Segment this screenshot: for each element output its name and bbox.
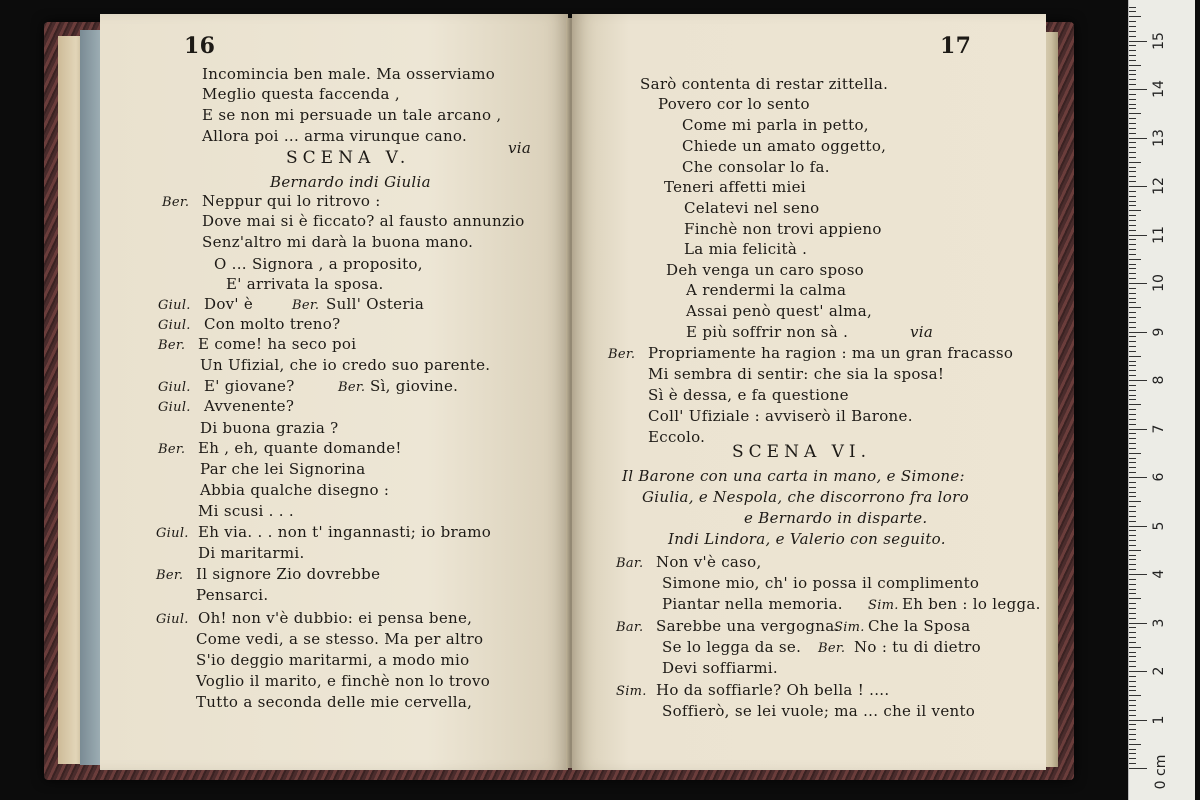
ruler-tick [1129, 99, 1136, 100]
text-line: Piantar nella memoria. [662, 595, 843, 613]
ruler-tick [1129, 317, 1136, 318]
ruler-tick [1129, 351, 1136, 352]
text-line: Tutto a seconda delle mie cervella, [196, 693, 473, 711]
ruler-tick [1129, 482, 1136, 483]
ruler-tick [1129, 341, 1136, 342]
text-line: Non v'è caso, [656, 553, 762, 571]
text-line: E' arrivata la sposa. [226, 275, 384, 293]
text-line: Dove mai si è ficcato? al fausto annunzio [202, 212, 525, 230]
ruler-tick [1129, 225, 1136, 226]
ruler-tick [1129, 283, 1147, 284]
ruler-tick [1129, 530, 1136, 531]
text-line: Simone mio, ch' io possa il complimento [662, 574, 980, 592]
ruler-tick [1129, 492, 1136, 493]
ruler-tick [1129, 681, 1136, 682]
text-line: Chiede un amato oggetto, [682, 137, 887, 155]
text-line: Incomincia ben male. Ma osserviamo [202, 65, 496, 83]
ruler-tick [1129, 84, 1136, 85]
ruler-tick [1129, 424, 1136, 425]
ruler-number: 7 [1151, 424, 1167, 433]
ruler-tick [1129, 31, 1136, 32]
ruler-tick [1129, 210, 1141, 211]
ruler-tick [1129, 50, 1136, 51]
ruler-tick [1129, 157, 1136, 158]
ruler-tick [1129, 11, 1136, 12]
ruler-tick [1129, 249, 1136, 250]
ruler-number: 11 [1151, 225, 1167, 244]
speaker-label: Sim. [868, 598, 899, 613]
ruler-number: 6 [1151, 472, 1167, 482]
text-line: E se non mi persuade un tale arcano , [202, 106, 502, 124]
speaker-label: Giul. [156, 612, 189, 627]
speaker-label: Giul. [156, 526, 189, 541]
ruler-tick [1129, 729, 1136, 730]
ruler-tick [1129, 744, 1141, 745]
ruler-tick [1129, 191, 1136, 192]
ruler-tick [1129, 555, 1136, 556]
ruler-tick [1129, 361, 1136, 362]
speaker-label: Giul. [158, 400, 191, 415]
text-line: Neppur qui lo ritrovo : [202, 192, 381, 210]
ruler-tick [1129, 550, 1141, 551]
ruler-tick [1129, 273, 1136, 274]
ruler-tick [1129, 336, 1136, 337]
ruler-tick [1129, 298, 1136, 299]
text-line: Par che lei Signorina [200, 460, 366, 478]
ruler-tick [1129, 307, 1141, 308]
ruler-tick [1129, 162, 1141, 163]
text-line: Povero cor lo sento [658, 95, 810, 113]
ruler-tick [1129, 89, 1147, 90]
ruler-tick [1129, 239, 1136, 240]
ruler-tick [1129, 409, 1136, 410]
ruler-tick [1129, 618, 1136, 619]
text-line: Oh! non v'è dubbio: ei pensa bene, [198, 609, 473, 627]
ruler-tick [1129, 201, 1136, 202]
text-line: Che la Sposa [868, 617, 971, 635]
ruler-number: 5 [1151, 521, 1167, 530]
ruler-tick [1129, 593, 1136, 594]
ruler-number: 15 [1151, 31, 1167, 50]
ruler-tick [1129, 661, 1136, 662]
text-line: Che consolar lo fa. [682, 158, 830, 176]
ruler-tick [1129, 45, 1136, 46]
text-line: Come mi parla in petto, [682, 116, 869, 134]
ruler-tick [1129, 26, 1136, 27]
text-line: Sì, giovine. [370, 377, 459, 395]
ruler-tick [1129, 671, 1147, 672]
text-line: Senz'altro mi darà la buona mano. [202, 233, 474, 251]
ruler-tick [1129, 113, 1141, 114]
ruler-tick [1129, 293, 1136, 294]
ruler-tick [1129, 705, 1136, 706]
ruler-tick [1129, 433, 1136, 434]
ruler-tick [1129, 467, 1136, 468]
ruler-tick [1129, 380, 1147, 381]
ruler-tick [1129, 559, 1136, 560]
ruler-tick [1129, 686, 1136, 687]
ruler-tick [1129, 147, 1136, 148]
text-line: E' giovane? [204, 377, 295, 395]
ruler-tick [1129, 666, 1136, 667]
ruler-number: 13 [1151, 128, 1167, 147]
ruler-tick [1129, 41, 1147, 42]
ruler-tick [1129, 278, 1136, 279]
ruler-tick [1129, 690, 1136, 691]
ruler-tick [1129, 152, 1136, 153]
ruler-tick [1129, 652, 1136, 653]
ruler-tick [1129, 205, 1136, 206]
ruler-tick [1129, 356, 1141, 357]
ruler-tick [1129, 230, 1136, 231]
text-line: Sì è dessa, e fa questione [648, 386, 849, 404]
ruler-tick [1129, 60, 1136, 61]
ruler-tick [1129, 623, 1147, 624]
text-line: O ... Signora , a proposito, [214, 255, 423, 273]
speaker-label: Bar. [616, 556, 644, 571]
ruler-number: 3 [1151, 618, 1167, 627]
ruler-tick [1129, 472, 1136, 473]
ruler-tick [1129, 739, 1136, 740]
ruler-tick [1129, 108, 1136, 109]
text-line: Voglio il marito, e finchè non lo trovo [196, 672, 491, 690]
ruler-tick [1129, 642, 1136, 643]
scene-heading: SCENA V. [286, 148, 411, 168]
ruler-tick [1129, 21, 1136, 22]
ruler-tick [1129, 399, 1136, 400]
text-line: Allora poi ... arma virunque cano. [202, 127, 468, 145]
ruler-tick [1129, 346, 1136, 347]
text-line: Mi scusi . . . [198, 502, 294, 520]
scene-characters: Il Barone con una carta in mano, e Simone: [622, 467, 965, 485]
ruler-number: 12 [1151, 177, 1167, 195]
ruler-tick [1129, 167, 1136, 168]
ruler-tick [1129, 521, 1136, 522]
speaker-label: Bar. [616, 620, 644, 635]
speaker-label: Ber. [156, 568, 184, 583]
ruler-tick [1129, 375, 1136, 376]
ruler-tick [1129, 429, 1147, 430]
ruler-tick [1129, 477, 1147, 478]
ruler-tick [1129, 36, 1136, 37]
ruler-tick [1129, 763, 1136, 764]
text-line: E più soffrir non sà . [686, 323, 849, 341]
speaker-label: Ber. [338, 380, 366, 395]
ruler-tick [1129, 215, 1136, 216]
ruler-number: 1 [1151, 715, 1167, 724]
ruler-tick [1129, 589, 1136, 590]
text-line: Eh via. . . non t' ingannasti; io bramo [198, 523, 492, 541]
ruler-tick [1129, 710, 1136, 711]
speaker-label: Giul. [158, 380, 191, 395]
left-page [100, 14, 568, 770]
ruler-tick [1129, 74, 1136, 75]
ruler-tick [1129, 526, 1147, 527]
speaker-label: Ber. [162, 195, 190, 210]
ruler-tick [1129, 700, 1136, 701]
ruler-tick [1129, 676, 1136, 677]
ruler-tick [1129, 370, 1136, 371]
ruler-tick [1129, 7, 1136, 8]
ruler-tick [1129, 496, 1136, 497]
ruler-unit-label: 0 cm [1153, 754, 1169, 790]
ruler-tick [1129, 142, 1136, 143]
text-line: Dov' è [204, 295, 254, 313]
ruler-tick [1129, 419, 1136, 420]
ruler-tick [1129, 268, 1136, 269]
measurement-ruler [1128, 0, 1195, 800]
ruler-number: 14 [1151, 80, 1167, 98]
text-line: Sarebbe una vergogna. [656, 617, 840, 635]
ruler-tick [1129, 138, 1147, 139]
text-line: Eh , eh, quante domande! [198, 439, 402, 457]
ruler-tick [1129, 516, 1136, 517]
ruler-tick [1129, 302, 1136, 303]
scene-characters: Indi Lindora, e Valerio con seguito. [668, 530, 946, 548]
speaker-label: Ber. [818, 641, 846, 656]
ruler-tick [1129, 753, 1136, 754]
ruler-tick [1129, 118, 1136, 119]
speaker-label: Ber. [608, 347, 636, 362]
speaker-label: Sim. [616, 684, 647, 699]
ruler-tick [1129, 749, 1136, 750]
ruler-tick [1129, 734, 1136, 735]
text-line: Meglio questa faccenda , [202, 85, 400, 103]
ruler-tick [1129, 322, 1136, 323]
ruler-tick [1129, 259, 1141, 260]
stage-direction: via [508, 139, 532, 157]
speaker-label: Ber. [158, 442, 186, 457]
ruler-tick [1129, 656, 1136, 657]
ruler-tick [1129, 603, 1136, 604]
text-line: Devi soffiarmi. [662, 659, 778, 677]
ruler-tick [1129, 540, 1136, 541]
text-line: S'io deggio maritarmi, a modo mio [196, 651, 470, 669]
text-line: Propriamente ha ragion : ma un gran fracasso [648, 344, 1014, 362]
endpaper-left [80, 30, 102, 765]
ruler-tick [1129, 385, 1136, 386]
ruler-tick [1129, 133, 1136, 134]
ruler-tick [1129, 758, 1136, 759]
scene-heading: SCENA VI. [732, 442, 872, 462]
ruler-tick [1129, 404, 1141, 405]
ruler-tick [1129, 506, 1136, 507]
text-line: Come vedi, a se stesso. Ma per altro [196, 630, 484, 648]
ruler-tick [1129, 443, 1136, 444]
ruler-tick [1129, 720, 1147, 721]
ruler-tick [1129, 94, 1136, 95]
ruler-tick [1129, 438, 1136, 439]
text-line: Ho da soffiarle? Oh bella ! .... [656, 681, 890, 699]
ruler-tick [1129, 332, 1147, 333]
ruler-number: 8 [1151, 375, 1167, 385]
ruler-tick [1129, 264, 1136, 265]
ruler-tick [1129, 695, 1141, 696]
ruler-tick [1129, 70, 1136, 71]
ruler-tick [1129, 312, 1136, 313]
ruler-tick [1129, 196, 1136, 197]
ruler-number: 4 [1151, 569, 1167, 579]
text-line: Avvenente? [204, 397, 295, 415]
ruler-tick [1129, 186, 1147, 187]
ruler-tick [1129, 171, 1136, 172]
speaker-label: Sim. [834, 620, 865, 635]
text-line: Finchè non trovi appieno [684, 220, 882, 238]
speaker-label: Ber. [292, 298, 320, 313]
ruler-tick [1129, 128, 1136, 129]
speaker-label: Giul. [158, 318, 191, 333]
ruler-tick [1129, 123, 1136, 124]
ruler-tick [1129, 501, 1141, 502]
text-line: Di buona grazia ? [200, 419, 339, 437]
text-line: La mia felicità . [684, 240, 808, 258]
ruler-tick [1129, 181, 1136, 182]
ruler-number: 2 [1151, 666, 1167, 676]
ruler-tick [1129, 288, 1136, 289]
ruler-tick [1129, 598, 1141, 599]
text-line: Coll' Ufiziale : avviserò il Barone. [648, 407, 913, 425]
ruler-tick [1129, 395, 1136, 396]
scene-characters: Giulia, e Nespola, che discorrono fra loro [642, 488, 969, 506]
text-line: Sull' Osteria [326, 295, 425, 313]
text-line: E come! ha seco poi [198, 335, 357, 353]
ruler-tick [1129, 511, 1136, 512]
ruler-tick [1129, 414, 1136, 415]
ruler-tick [1129, 462, 1136, 463]
ruler-tick [1129, 453, 1141, 454]
ruler-tick [1129, 55, 1136, 56]
ruler-tick [1129, 487, 1136, 488]
ruler-tick [1129, 327, 1136, 328]
text-line: Il signore Zio dovrebbe [196, 565, 381, 583]
text-line: No : tu di dietro [854, 638, 981, 656]
speaker-label: Ber. [158, 338, 186, 353]
ruler-tick [1129, 65, 1141, 66]
ruler-tick [1129, 768, 1147, 769]
text-line: A rendermi la calma [686, 281, 847, 299]
scene-characters: e Bernardo in disparte. [744, 509, 928, 527]
text-line: Di maritarmi. [198, 544, 305, 562]
ruler-tick [1129, 579, 1136, 580]
text-line: Un Ufizial, che io credo suo parente. [200, 356, 491, 374]
text-line: Eccolo. [648, 428, 706, 446]
ruler-tick [1129, 16, 1141, 17]
ruler-tick [1129, 564, 1136, 565]
ruler-tick [1129, 632, 1136, 633]
scene-characters: Bernardo indi Giulia [270, 173, 431, 191]
ruler-number: 9 [1151, 327, 1167, 336]
right-page [572, 14, 1046, 770]
ruler-tick [1129, 390, 1136, 391]
text-line: Abbia qualche disegno : [200, 481, 390, 499]
ruler-tick [1129, 176, 1136, 177]
text-line: Celatevi nel seno [684, 199, 820, 217]
stage-direction: via [910, 323, 934, 341]
ruler-tick [1129, 627, 1136, 628]
text-line: Teneri affetti miei [664, 178, 806, 196]
ruler-tick [1129, 545, 1136, 546]
ruler-tick [1129, 104, 1136, 105]
page-number: 17 [940, 33, 972, 59]
ruler-tick [1129, 613, 1136, 614]
ruler-tick [1129, 79, 1136, 80]
ruler-tick [1129, 569, 1136, 570]
ruler-tick [1129, 535, 1136, 536]
ruler-tick [1129, 254, 1136, 255]
ruler-tick [1129, 637, 1136, 638]
ruler-tick [1129, 608, 1136, 609]
ruler-tick [1129, 448, 1136, 449]
text-line: Soffierò, se lei vuole; ma ... che il vento [662, 702, 976, 720]
text-line: Se lo legga da se. [662, 638, 802, 656]
ruler-tick [1129, 584, 1136, 585]
ruler-tick [1129, 235, 1147, 236]
ruler-tick [1129, 458, 1136, 459]
text-line: Pensarci. [196, 586, 269, 604]
text-line: Deh venga un caro sposo [666, 261, 865, 279]
ruler-tick [1129, 724, 1136, 725]
text-line: Assai penò quest' alma, [686, 302, 873, 320]
page-number: 16 [184, 33, 216, 59]
ruler-number: 10 [1151, 274, 1167, 292]
ruler-tick [1129, 715, 1136, 716]
ruler-tick [1129, 220, 1136, 221]
text-line: Mi sembra di sentir: che sia la sposa! [648, 365, 945, 383]
text-line: Sarò contenta di restar zittella. [640, 75, 889, 93]
text-line: Eh ben : lo legga. [902, 595, 1041, 613]
text-line: Con molto treno? [204, 315, 341, 333]
ruler-tick [1129, 244, 1136, 245]
ruler-tick [1129, 647, 1141, 648]
ruler-tick [1129, 365, 1136, 366]
ruler-tick [1129, 574, 1147, 575]
speaker-label: Giul. [158, 298, 191, 313]
